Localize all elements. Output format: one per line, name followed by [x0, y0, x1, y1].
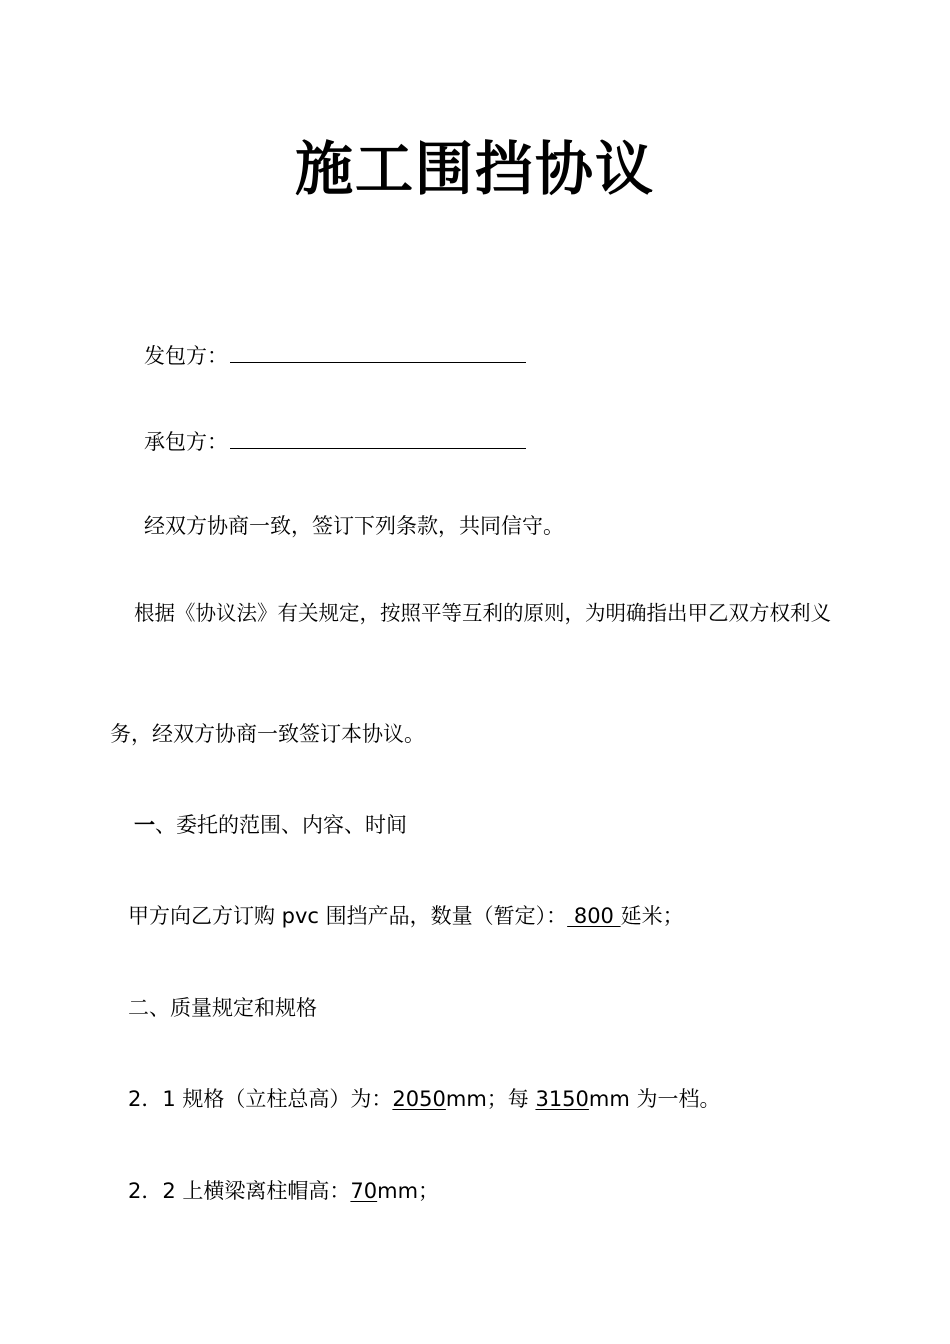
party-b-line: [144, 430, 526, 453]
preamble-line-2: 务，经双方协商一致签订本协议。: [110, 722, 425, 746]
item-2-suffix: mm；: [377, 1179, 440, 1203]
section-1-quantity: 800: [567, 904, 621, 928]
item-2-prefix: 2．2 上横梁离柱帽高：: [128, 1179, 351, 1203]
item-1-suffix: mm 为一档。: [588, 1087, 721, 1111]
item-1-mid: mm；每: [445, 1087, 536, 1111]
party-b-label: 承包方：: [144, 430, 228, 454]
item-1-height: 2050: [392, 1087, 446, 1111]
section-2-heading: 二、质量规定和规格: [128, 996, 317, 1020]
party-a-label: 发包方：: [144, 344, 228, 368]
document-title: 施工围挡协议: [294, 135, 655, 203]
intro-paragraph: 经双方协商一致，签订下列条款，共同信守。: [144, 514, 564, 538]
section-1-body: [128, 906, 684, 927]
item-1-span: 3150: [535, 1087, 589, 1111]
party-a-blank: [230, 344, 526, 363]
section-2-item-2: [128, 1181, 439, 1202]
section-1-body-suffix: 延米；: [620, 904, 684, 928]
preamble-line-1: 根据《协议法》有关规定，按照平等互利的原则，为明确指出甲乙双方权利义: [134, 601, 831, 625]
item-2-value: 70: [350, 1179, 378, 1203]
section-1-number: 一: [134, 813, 155, 837]
party-b-blank: [230, 430, 526, 449]
section-2-item-1: [128, 1089, 721, 1110]
section-1-body-prefix: 甲方向乙方订购 pvc 围挡产品，数量（暂定）：: [128, 904, 568, 928]
party-a-line: [144, 344, 526, 367]
item-1-prefix: 2．1 规格（立柱总高）为：: [128, 1087, 393, 1111]
section-1-heading-text: 、委托的范围、内容、时间: [155, 813, 407, 837]
section-1-heading: [134, 815, 407, 836]
